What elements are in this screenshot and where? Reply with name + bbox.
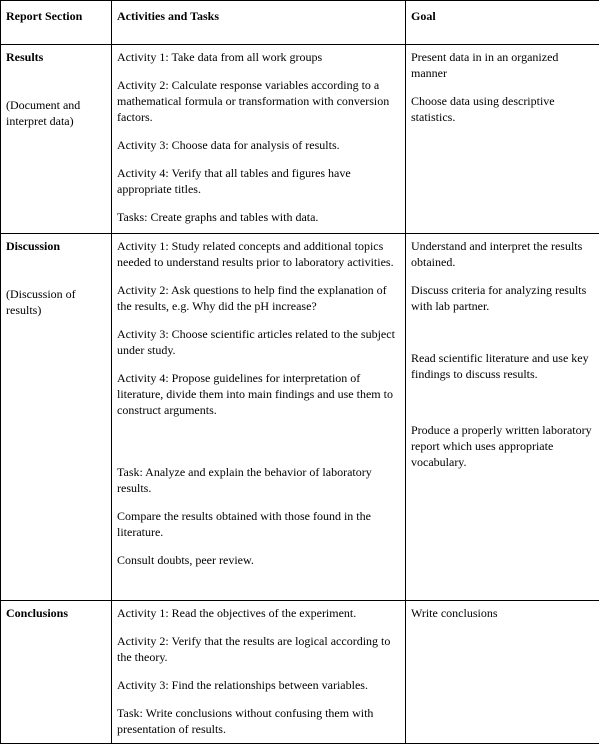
- section-cell: [1, 45, 112, 234]
- task-item: Tasks: Create graphs and tables with data.: [117, 210, 319, 224]
- activities-cell: [112, 234, 406, 601]
- activity-item: Activity 3: Choose data for analysis of results.: [117, 138, 340, 152]
- header-report-section: Report Section: [1, 1, 112, 45]
- goal-item: Produce a properly written laboratory report which uses appropriate vocabulary.: [411, 423, 592, 469]
- goal-item: Read scientific literature and use key findings to discuss results.: [411, 351, 589, 381]
- activities-cell: [112, 45, 406, 234]
- section-title: Conclusions: [6, 606, 69, 620]
- activity-item: Activity 2: Verify that the results are logical according to the theory.: [117, 634, 391, 664]
- section-cell: [1, 601, 112, 744]
- activity-item: Activity 1: Study related concepts and additional topics needed to understand results prior to laboratory activities.: [117, 239, 394, 269]
- activities-cell: [112, 601, 406, 744]
- goal-cell: [406, 601, 599, 744]
- goal-cell: [406, 234, 599, 601]
- goal-item: Write conclusions: [411, 606, 498, 620]
- goal-item: Present data in in an organized manner: [411, 50, 559, 80]
- task-item: Consult doubts, peer review.: [117, 553, 254, 567]
- task-item: Compare the results obtained with those found in the literature.: [117, 509, 371, 539]
- section-cell: [1, 234, 112, 601]
- activity-item: Activity 4: Verify that all tables and figures have appropriate titles.: [117, 166, 351, 196]
- activity-item: Activity 3: Find the relationships between variables.: [117, 678, 368, 692]
- task-item: Task: Write conclusions without confusing them with presentation of results.: [117, 706, 374, 736]
- section-title: Results: [6, 50, 44, 64]
- task-item: Task: Analyze and explain the behavior of laboratory results.: [117, 465, 372, 495]
- activity-item: Activity 2: Ask questions to help find the explanation of the results, e.g. Why did the pH increase?: [117, 283, 387, 313]
- section-subtitle: (Discussion of results): [6, 287, 76, 317]
- activity-item: Activity 2: Calculate response variables according to a mathematical formula or transformation with conversion factors.: [117, 78, 390, 124]
- table-row-results: [1, 45, 599, 234]
- header-goal: Goal: [406, 1, 599, 45]
- goal-cell: [406, 45, 599, 234]
- section-title: Discussion: [6, 239, 61, 253]
- goal-item: Understand and interpret the results obtained.: [411, 239, 583, 269]
- header-row: [1, 1, 599, 45]
- goal-item: Choose data using descriptive statistics.: [411, 94, 555, 124]
- activity-item: Activity 1: Read the objectives of the experiment.: [117, 606, 357, 620]
- activity-item: Activity 4: Propose guidelines for interpretation of literature, divide them into main findings and use them to construct arguments.: [117, 371, 393, 417]
- table-row-discussion: [1, 234, 599, 601]
- activity-item: Activity 1: Take data from all work groups: [117, 50, 323, 64]
- section-subtitle: (Document and interpret data): [6, 98, 81, 128]
- goal-item: Discuss criteria for analyzing results with lab partner.: [411, 283, 587, 313]
- header-activities-and-tasks: Activities and Tasks: [112, 1, 406, 45]
- table-row-conclusions: [1, 601, 599, 744]
- activity-item: Activity 3: Choose scientific articles related to the subject under study.: [117, 327, 395, 357]
